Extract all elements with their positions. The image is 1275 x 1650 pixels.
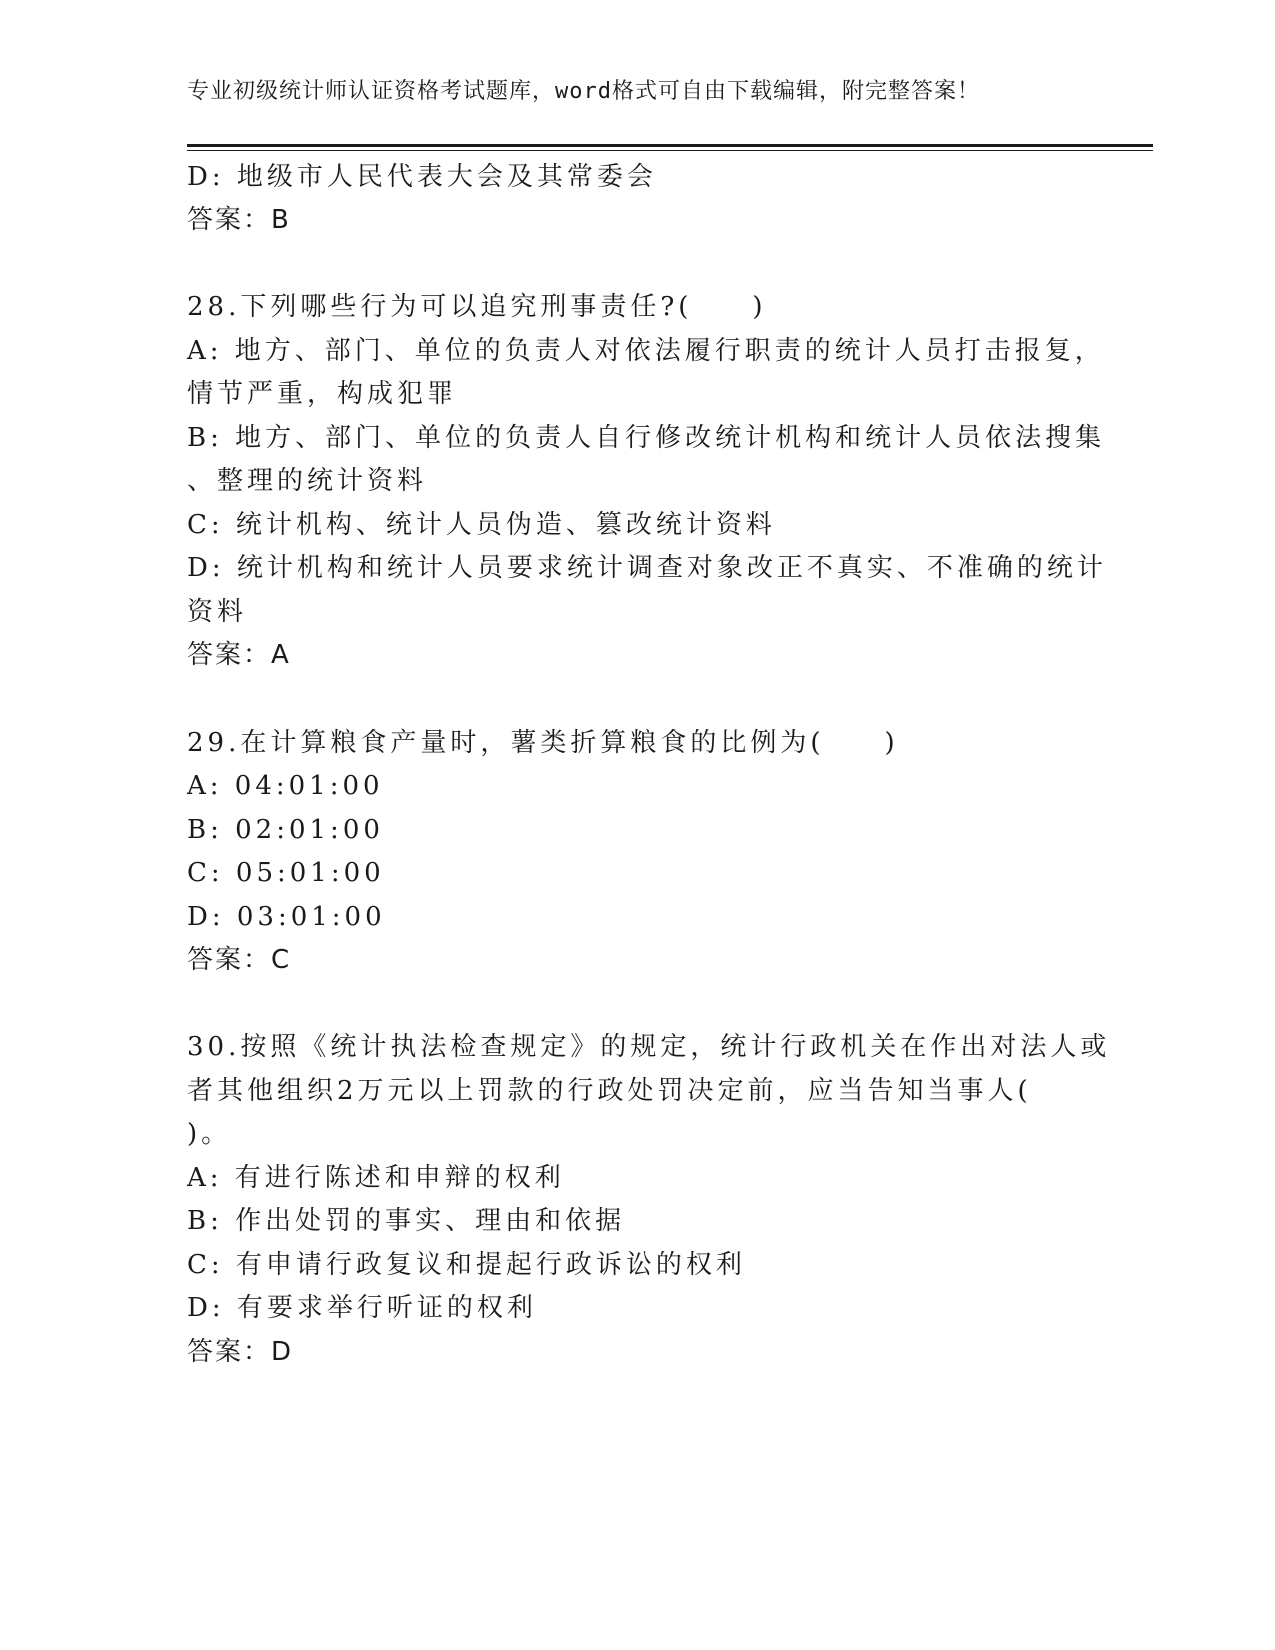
question-29-option-d: D: 03:01:00 [187, 902, 386, 932]
question-30-option-d: D: 有要求举行听证的权利 [187, 1293, 537, 1323]
question-28-option-a-cont: 情节严重，构成犯罪 [187, 379, 458, 409]
answer-q28: 答案：A [187, 640, 291, 670]
question-30-option-b: B: 作出处罚的事实、理由和依据 [187, 1206, 626, 1236]
question-29-option-c: C: 05:01:00 [187, 858, 385, 888]
page-header: 专业初级统计师认证资格考试题库，word格式可自由下载编辑，附完整答案！ [187, 79, 980, 104]
question-29-stem: 29.在计算粮食产量时，薯类折算粮食的比例为( ) [187, 728, 899, 758]
question-30-stem-end: )。 [187, 1119, 232, 1149]
question-29-option-b: B: 02:01:00 [187, 815, 384, 845]
question-30-option-c: C: 有申请行政复议和提起行政诉讼的权利 [187, 1250, 746, 1280]
header-rule-thick [187, 144, 1153, 147]
question-28-option-b-cont: 、整理的统计资料 [187, 466, 428, 496]
question-28-option-d-cont: 资料 [187, 597, 248, 627]
question-28-option-c: C: 统计机构、统计人员伪造、篡改统计资料 [187, 510, 776, 540]
question-28-option-d: D: 统计机构和统计人员要求统计调查对象改正不真实、不准确的统计 [187, 553, 1107, 583]
question-29-option-a: A: 04:01:00 [187, 771, 384, 801]
option-d-q27: D: 地级市人民代表大会及其常委会 [187, 162, 657, 192]
header-rule-thin [187, 150, 1153, 151]
question-28-option-b: B: 地方、部门、单位的负责人自行修改统计机构和统计人员依法搜集 [187, 423, 1106, 453]
question-30-stem-cont: 者其他组织2万元以上罚款的行政处罚决定前，应当告知当事人( [187, 1076, 1032, 1106]
answer-q29: 答案：C [187, 945, 292, 975]
question-28-stem: 28.下列哪些行为可以追究刑事责任?( ) [187, 292, 767, 322]
question-30-option-a: A: 有进行陈述和申辩的权利 [187, 1163, 565, 1193]
question-30-stem: 30.按照《统计执法检查规定》的规定，统计行政机关在作出对法人或 [187, 1032, 1111, 1062]
answer-q27: 答案：B [187, 205, 291, 235]
answer-q30: 答案：D [187, 1337, 294, 1367]
question-28-option-a: A: 地方、部门、单位的负责人对依法履行职责的统计人员打击报复， [187, 336, 1105, 366]
